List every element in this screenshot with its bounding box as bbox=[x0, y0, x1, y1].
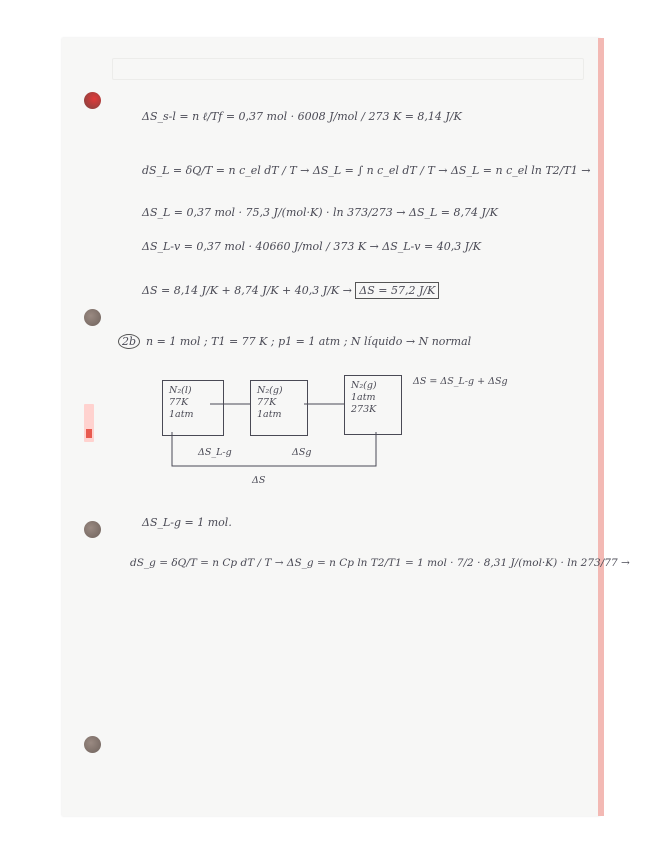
problem-2b-text: n = 1 mol ; T1 = 77 K ; p1 = 1 atm ; N líquido → N normal bbox=[146, 335, 472, 348]
entropy-solid-liquid-line: ΔS_s-l = n ℓ/Tf = 0,37 mol · 6008 J/mol / 273 K = 8,14 J/K bbox=[142, 110, 462, 123]
entropy-liquid-value-line: ΔS_L = 0,37 mol · 75,3 J/(mol·K) · ln 373/273 → ΔS_L = 8,74 J/K bbox=[142, 206, 498, 219]
state-2-pressure: 1atm bbox=[257, 409, 282, 420]
state-1-pressure: 1atm bbox=[169, 409, 194, 420]
label-delta-s-total: ΔS bbox=[252, 475, 266, 486]
label-delta-s-lg: ΔS_L-g bbox=[198, 447, 232, 458]
state-2-substance: N₂(g) bbox=[257, 385, 283, 396]
state-2-temperature: 77K bbox=[257, 397, 277, 408]
entropy-liquid-differential-line: dS_L = δQ/T = n c_el dT / T → ΔS_L = ∫ n c_el dT / T → ΔS_L = n c_el ln T2/T1 → bbox=[142, 164, 591, 177]
entropy-vaporization-line: ΔS_L-v = 0,37 mol · 40660 J/mol / 373 K → ΔS_L-v = 40,3 J/K bbox=[142, 240, 482, 253]
entropy-gas-line: dS_g = δQ/T = n Cp dT / T → ΔS_g = n Cp ln T2/T1 = 1 mol · 7/2 · 8,31 J/(mol·K) · ln 273/77 → bbox=[130, 557, 630, 569]
problem-number: 2b bbox=[118, 334, 140, 349]
state-1-substance: N₂(l) bbox=[169, 385, 192, 396]
state-3-temperature: 273K bbox=[351, 404, 377, 415]
label-delta-s-g: ΔSg bbox=[292, 447, 312, 458]
state-1-temperature: 77K bbox=[169, 397, 189, 408]
total-entropy-sum: ΔS = 8,14 J/K + 8,74 J/K + 40,3 J/K → bbox=[142, 284, 352, 297]
entropy-lg-statement: ΔS_L-g = 1 mol. bbox=[142, 516, 232, 529]
entropy-sum-equation: ΔS = ΔS_L-g + ΔSg bbox=[413, 376, 508, 387]
total-entropy-result: ΔS = 57,2 J/K bbox=[355, 282, 439, 299]
state-3-substance: N₂(g) bbox=[351, 380, 377, 391]
state-3-pressure: 1atm bbox=[351, 392, 376, 403]
